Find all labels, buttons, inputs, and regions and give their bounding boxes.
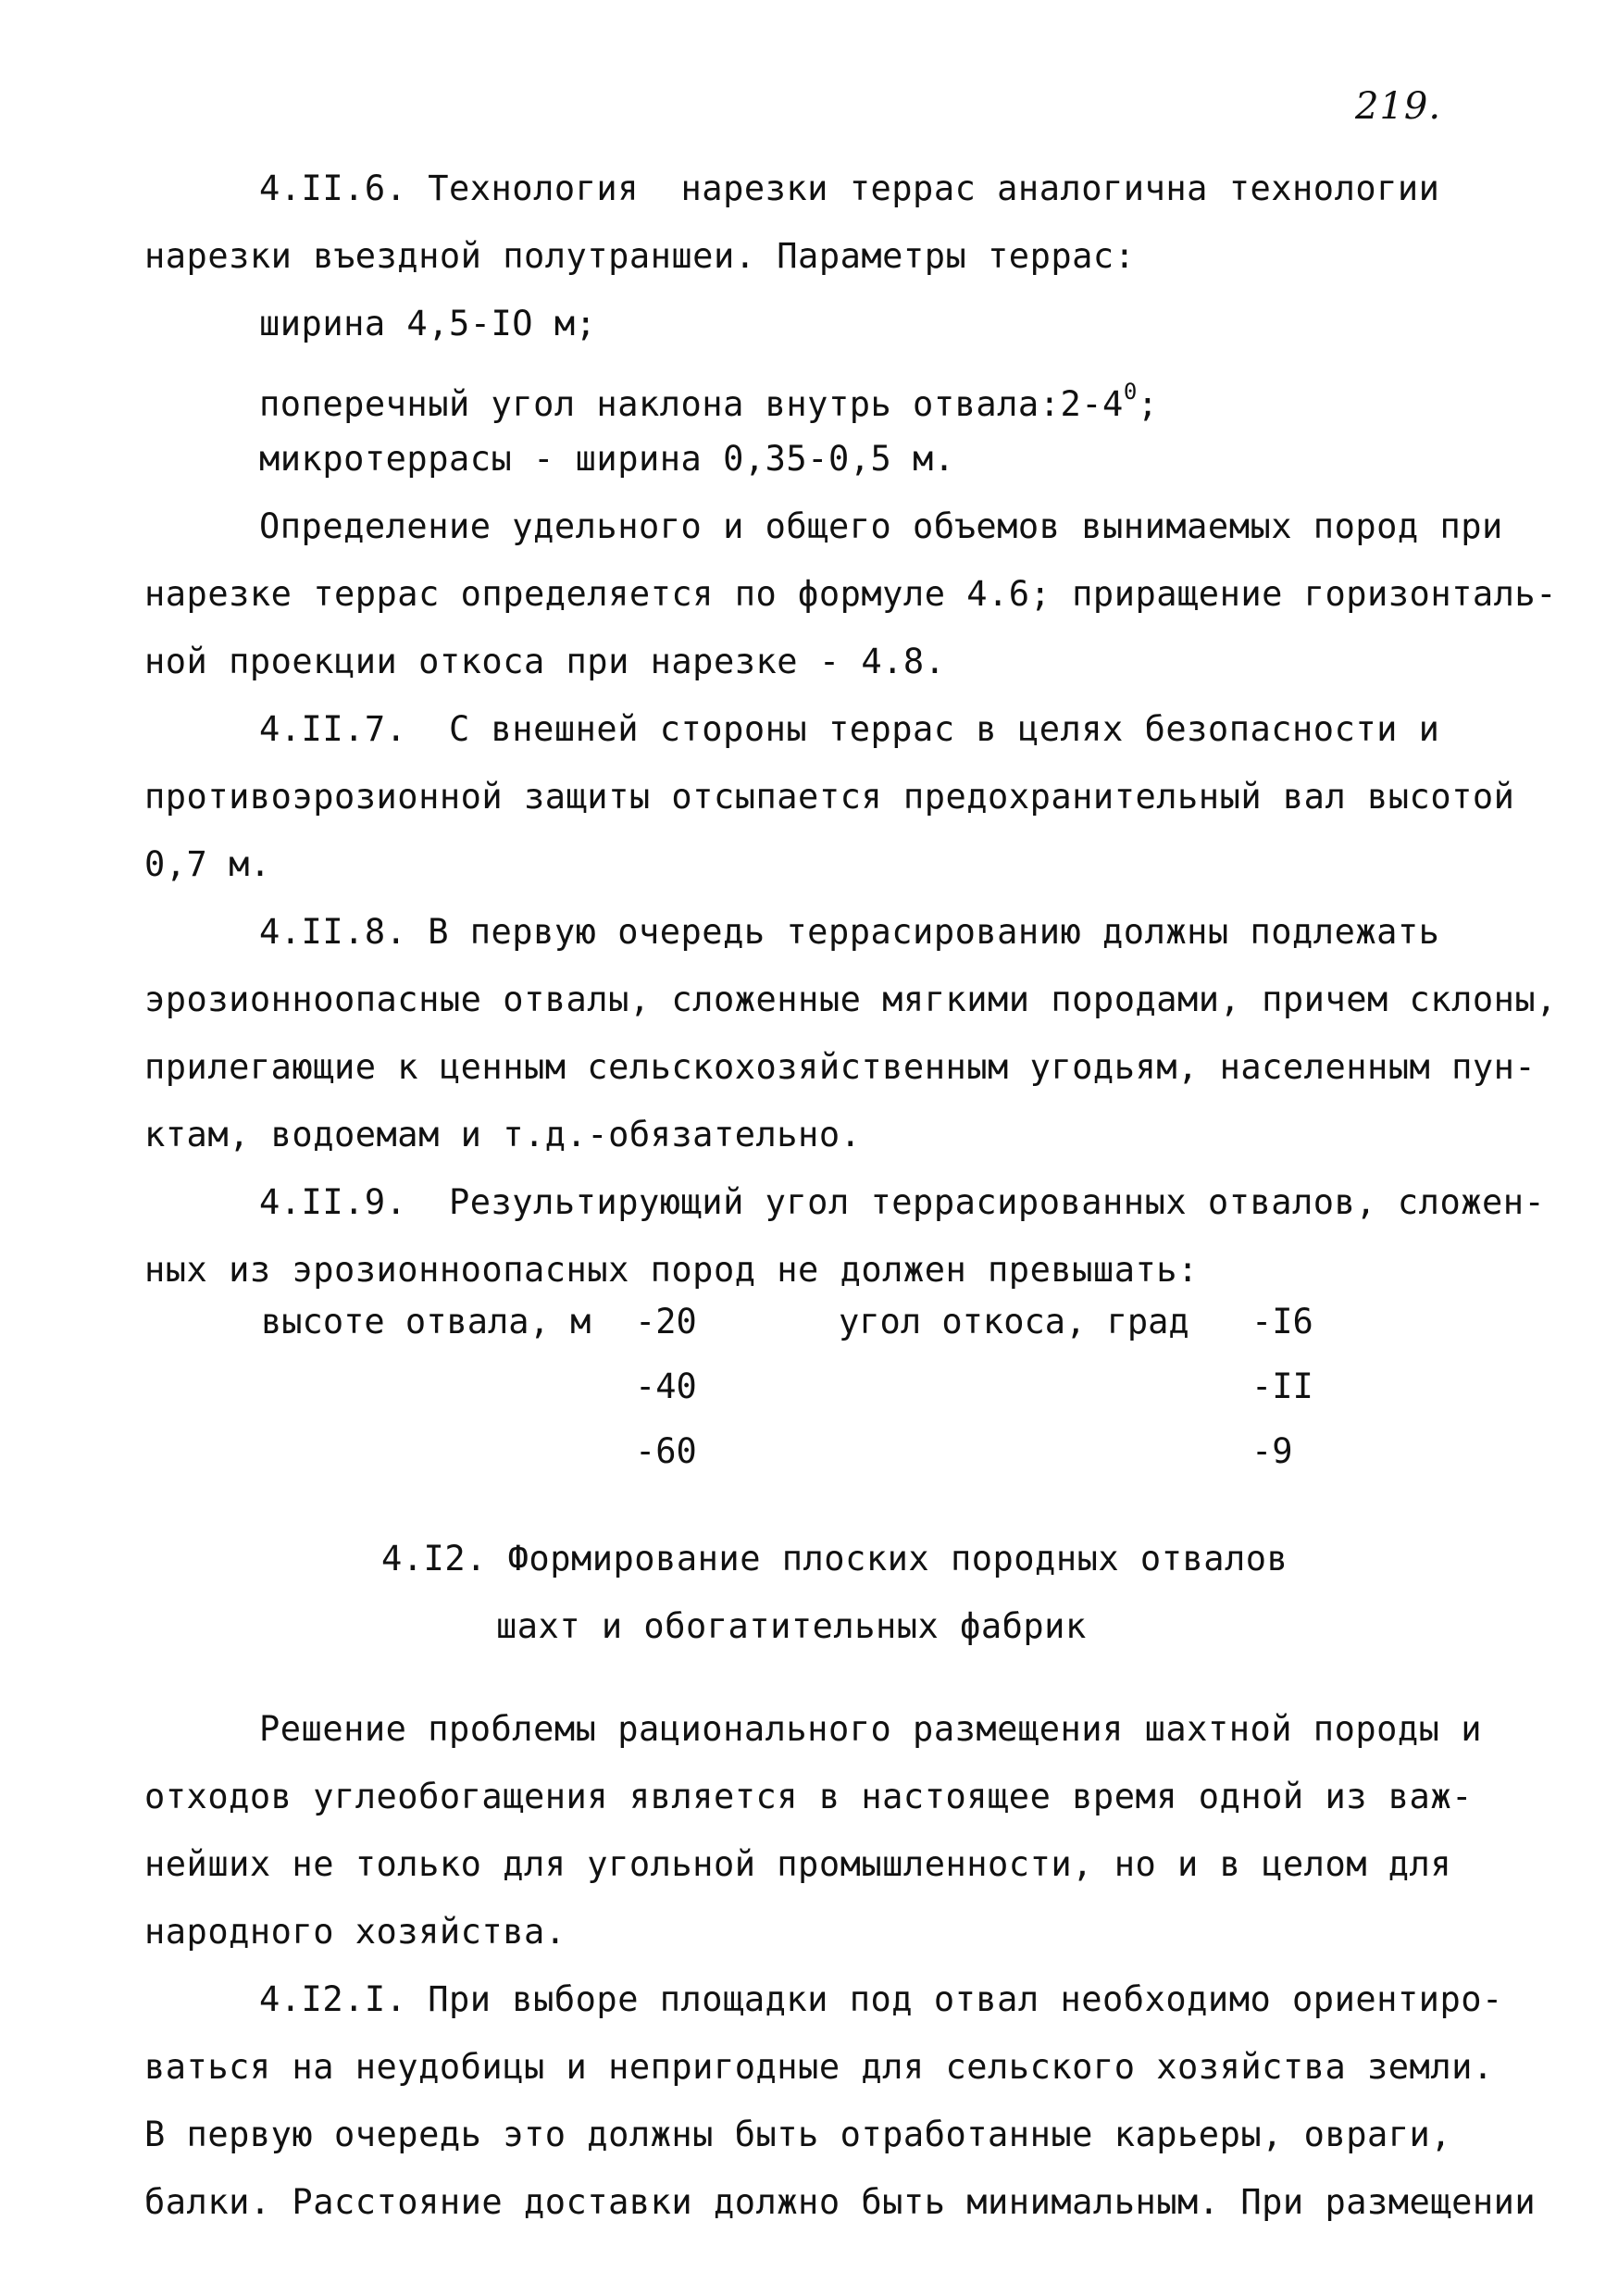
section-4-12-p4: народного хозяйства. bbox=[144, 1912, 566, 1952]
section-4-12-1-line2: ваться на неудобицы и непригодные для сельского хозяйства земли. bbox=[144, 2047, 1494, 2087]
section-4-11-6-p3: ной проекции откоса при нарезке - 4.8. bbox=[144, 642, 946, 681]
table-row-angle: -I6 bbox=[1251, 1302, 1313, 1341]
section-4-12-1-line4: балки. Расстояние доставки должно быть минимальным. При размещении bbox=[144, 2182, 1537, 2222]
section-4-11-7-line3: 0,7 м. bbox=[144, 844, 271, 884]
section-4-12-heading-line2: шахт и обогатительных фабрик bbox=[496, 1606, 1087, 1646]
table-row-height: -20 bbox=[635, 1302, 697, 1341]
table-row-height: -60 bbox=[635, 1431, 697, 1471]
param-angle-text: поперечный угол наклона внутрь отвала:2-4 bbox=[259, 384, 1124, 424]
section-4-11-6-line1: 4.II.6. Технология нарезки террас аналогична технологии bbox=[259, 168, 1440, 208]
section-4-12-p2: отходов углеобогащения является в настоящее время одной из важ- bbox=[144, 1777, 1473, 1816]
section-4-12-1-line3: В первую очередь это должны быть отработанные карьеры, овраги, bbox=[144, 2115, 1452, 2154]
section-4-11-7-line1: 4.II.7. С внешней стороны террас в целях безопасности и bbox=[259, 709, 1440, 749]
page-number: 219. bbox=[1355, 85, 1442, 128]
param-angle bbox=[259, 371, 1159, 425]
section-4-11-8-line3: прилегающие к ценным сельскохозяйственным угодьям, населенным пун- bbox=[144, 1047, 1537, 1087]
section-4-12-p1: Решение проблемы рационального размещения шахтной породы и bbox=[259, 1709, 1483, 1749]
section-4-12-1-line1: 4.I2.I. При выборе площадки под отвал необходимо ориентиро- bbox=[259, 1979, 1503, 2019]
table-row-angle: -II bbox=[1251, 1366, 1313, 1406]
param-width: ширина 4,5-IO м; bbox=[259, 304, 597, 343]
section-4-11-9-line2: ных из эрозионноопасных пород не должен превышать: bbox=[144, 1250, 1199, 1290]
table-row-angle: -9 bbox=[1251, 1431, 1293, 1471]
section-4-11-9-line1: 4.II.9. Результирующий угол террасированных отвалов, сложен- bbox=[259, 1182, 1546, 1222]
param-microterraces: микротеррасы - ширина 0,35-0,5 м. bbox=[259, 439, 955, 479]
section-4-11-7-line2: противоэрозионной защиты отсыпается предохранительный вал высотой bbox=[144, 777, 1515, 817]
param-angle-end: ; bbox=[1137, 384, 1159, 424]
table-angle-label: угол откоса, град bbox=[839, 1302, 1189, 1341]
degree-superscript: 0 bbox=[1123, 379, 1138, 405]
table-height-label: высоте отвала, м bbox=[261, 1302, 591, 1341]
section-4-11-6-p2: нарезке террас определяется по формуле 4.6; приращение горизонталь- bbox=[144, 574, 1557, 614]
section-4-11-6-line2: нарезки въездной полутраншеи. Параметры террас: bbox=[144, 236, 1136, 276]
section-4-12-heading-line1: 4.I2. Формирование плоских породных отвалов bbox=[381, 1539, 1288, 1578]
section-4-11-6-p1: Определение удельного и общего объемов вынимаемых пород при bbox=[259, 506, 1503, 546]
section-4-12-p3: нейших не только для угольной промышленности, но и в целом для bbox=[144, 1844, 1452, 1884]
section-4-11-8-line2: эрозионноопасные отвалы, сложенные мягкими породами, причем склоны, bbox=[144, 980, 1557, 1019]
section-4-11-8-line4: ктам, водоемам и т.д.-обязательно. bbox=[144, 1115, 862, 1154]
section-4-11-8-line1: 4.II.8. В первую очередь террасированию должны подлежать bbox=[259, 912, 1440, 952]
table-row-height: -40 bbox=[635, 1366, 697, 1406]
